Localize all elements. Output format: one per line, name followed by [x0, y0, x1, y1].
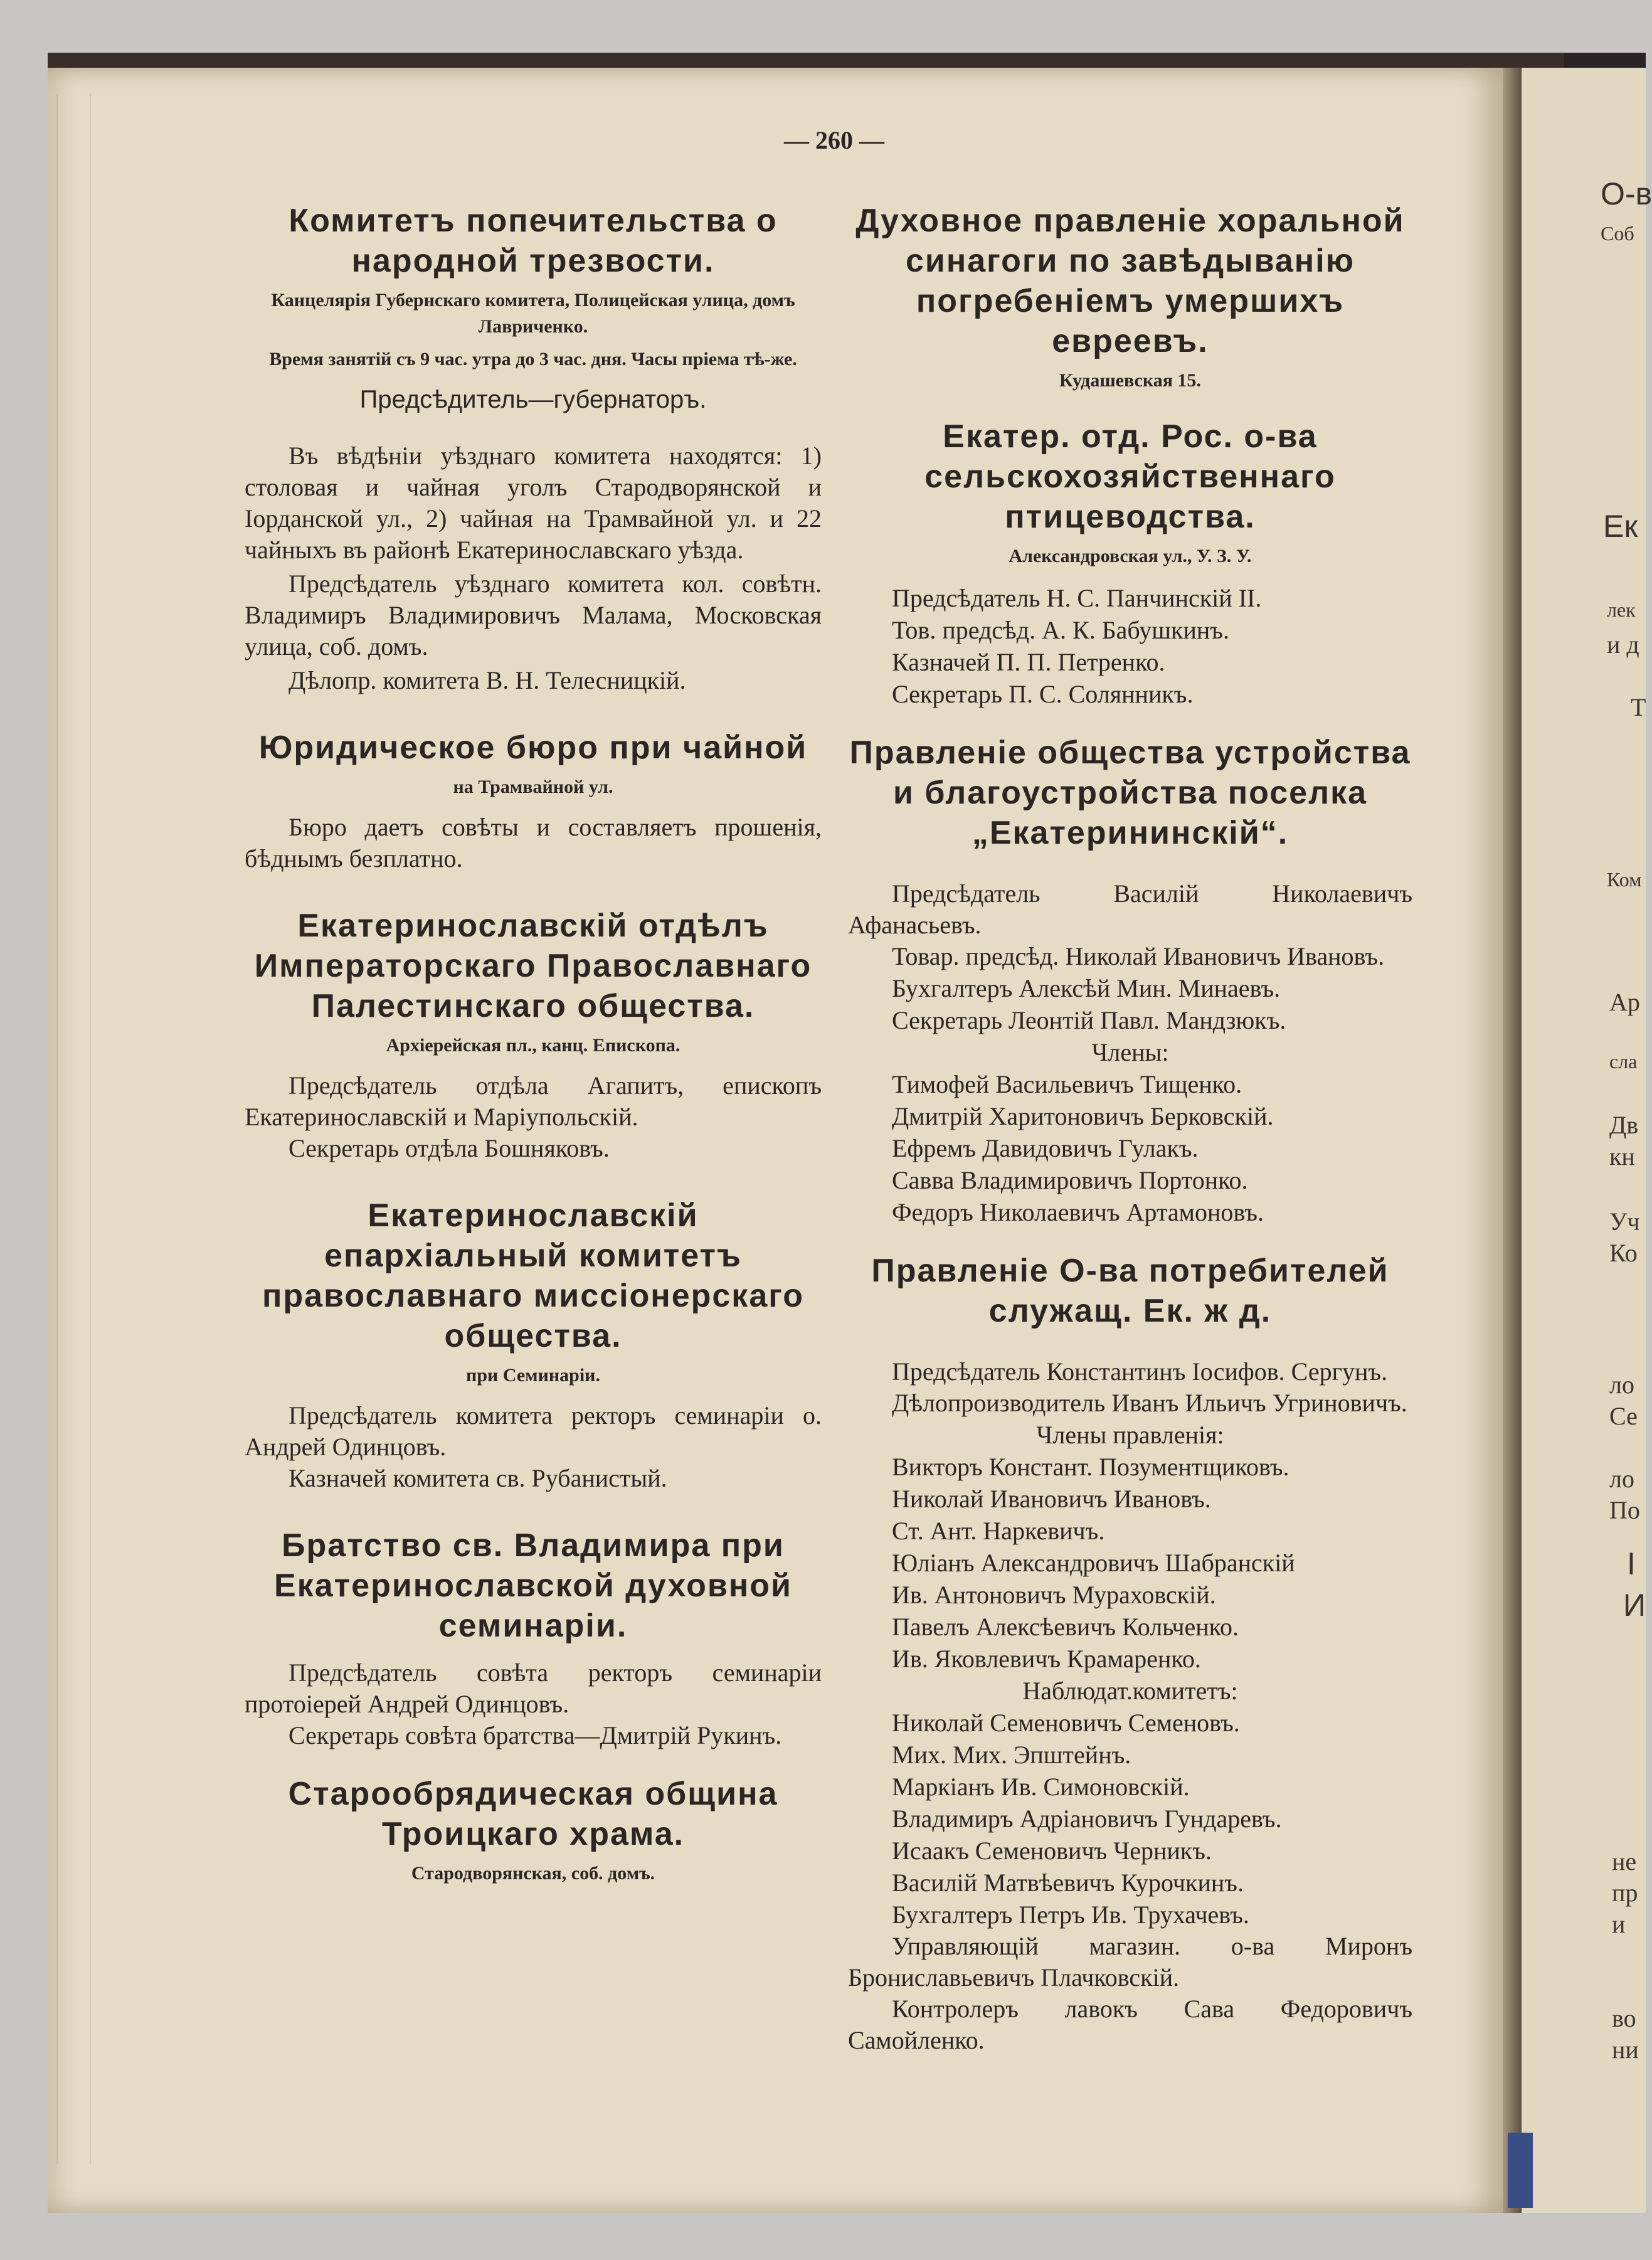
page-inner-margin [56, 94, 91, 2164]
section-text: Предсѣдатель Константинъ Іосифов. Сергунъ. [892, 1357, 1388, 1386]
book-gutter [1503, 68, 1522, 2213]
section-text: Товар. предсѣд. Николай Ивановичъ Ивановъ. [892, 942, 1385, 970]
fragment: Т [1631, 693, 1646, 721]
section-heading: Духовное правленіе хоральной синагоги по завѣдыванію погребеніемъ умершихъ евреевъ. [855, 203, 1405, 359]
chairman-line: Предсѣдитель—губернаторъ. [359, 386, 707, 413]
section-ekaterininsky-settlement [848, 733, 1412, 1228]
fragment: По [1609, 1496, 1640, 1524]
section-text: Предсѣдатель Василій Николаевичъ Афанасьевъ. [848, 879, 1412, 939]
section-text: Дѣлопроизводитель Иванъ Ильичъ Угриновичъ. [892, 1389, 1407, 1417]
section-text: Бюро даетъ совѣты и составляетъ прошенія, бѣднымъ безплатно. [245, 813, 822, 873]
section-temperance-committee [245, 201, 822, 696]
section-heading: Екатеринославскій отдѣлъ Императорскаго Православнаго Палестинскаго общества. [254, 908, 812, 1024]
left-column [245, 201, 822, 1887]
list-item: Ив. Антоновичъ Мураховскій. [892, 1581, 1216, 1609]
fragment: Ком [1607, 868, 1642, 891]
section-address: Александровская ул., У. З. У. [1009, 546, 1252, 566]
section-heading: Правленіе общества устройства и благоустройства поселка „Екатерининскій“. [849, 735, 1411, 851]
list-item: Казначей П. П. Петренко. [892, 648, 1165, 676]
section-text: Управляющій магазин. о-ва Миронъ Брониславьевичъ Плачковскій. [848, 1932, 1412, 1992]
fragment: Уч [1609, 1207, 1640, 1236]
section-text: Предсѣдатель уѣзднаго комитета кол. совѣтн. Владимиръ Владимировичъ Малама, Московская улица, соб. домъ. [245, 570, 822, 660]
section-text: Дѣлопр. комитета В. Н. Телесницкій. [289, 666, 686, 694]
fragment: Дв [1609, 1111, 1639, 1139]
list-item: Маркіанъ Ив. Симоновскій. [892, 1773, 1190, 1801]
section-legal-bureau [245, 728, 822, 874]
list-item: Предсѣдатель Н. С. Панчинскій II. [892, 584, 1262, 612]
list-item: Тов. предсѣд. А. К. Бабушкинъ. [892, 616, 1229, 644]
fragment: и [1612, 1910, 1626, 1938]
members-label: Члены правленія: [1036, 1421, 1224, 1449]
fragment: Се [1609, 1402, 1638, 1430]
section-address: Канцелярія Губернскаго комитета, Полицейская улица, домъ Лавриченко. [271, 290, 795, 337]
list-item: Дмитрій Харитоновичъ Берковскій. [892, 1102, 1274, 1130]
fragment: кн [1609, 1142, 1635, 1170]
list-item: Викторъ Констант. Позументщиковъ. [892, 1453, 1289, 1481]
list-item: Мих. Мих. Эпштейнъ. [892, 1741, 1131, 1769]
list-item: Ив. Яковлевичъ Крамаренко. [892, 1645, 1201, 1673]
list-item: Савва Владимировичъ Портонко. [892, 1166, 1248, 1194]
list-item: Николай Семеновичъ Семеновъ. [892, 1709, 1240, 1737]
fragment: Соб [1601, 222, 1634, 245]
fragment: ло [1609, 1371, 1634, 1399]
section-heading: Екатеринославскій епархіальный комитетъ православнаго миссіонерскаго общества. [262, 1197, 804, 1354]
section-heading: Екатер. отд. Рос. о-ва сельскохозяйственнаго птицеводства. [924, 418, 1336, 535]
fragment: сла [1609, 1050, 1638, 1073]
right-column [848, 201, 1412, 2056]
section-address: при Семинаріи. [466, 1365, 600, 1386]
fragment: ло [1609, 1465, 1634, 1493]
section-address: на Трамвайной ул. [453, 777, 613, 797]
list-item: Николай Ивановичъ Ивановъ. [892, 1485, 1211, 1513]
fragment: О-в [1601, 176, 1652, 211]
section-heading: Старообрядическая община Троицкаго храма. [288, 1776, 778, 1852]
list-item: Владимиръ Адріановичъ Гундаревъ. [892, 1805, 1282, 1833]
list-item: Бухгалтеръ Петръ Ив. Трухачевъ. [892, 1901, 1249, 1929]
page-number: — 260 — [784, 126, 884, 154]
list-item: Ст. Ант. Наркевичъ. [892, 1517, 1105, 1545]
section-consumer-society [848, 1251, 1412, 2056]
members-label: Члены: [1091, 1038, 1169, 1066]
fragment: І [1627, 1546, 1636, 1581]
blue-tab [1508, 2133, 1533, 2208]
section-text: Контролеръ лавокъ Сава Федоровичъ Самойленко. [848, 1995, 1412, 2054]
section-heading: Юридическое бюро при чайной [258, 729, 808, 766]
section-text: Предсѣдатель комитета ректоръ семинаріи о. Андрей Одинцовъ. [245, 1401, 822, 1461]
fragment: не [1612, 1847, 1637, 1875]
section-missionary-committee [245, 1196, 822, 1494]
section-hours: Время занятій съ 9 час. утра до 3 час. дня. Часы пріема тѣ-же. [269, 349, 797, 369]
committee-label: Наблюдат.комитетъ: [1022, 1677, 1238, 1705]
list-item: Бухгалтеръ Алексѣй Мин. Минаевъ. [892, 974, 1281, 1002]
fragment: Ко [1609, 1239, 1638, 1267]
section-address: Архіерейская пл., канц. Епископа. [386, 1035, 680, 1056]
fragment: И [1623, 1588, 1646, 1623]
section-heading: Правленіе О-ва потребителей служащ. Ек. ж д. [871, 1253, 1389, 1329]
fragment: во [1612, 2004, 1636, 2032]
section-text: Секретарь совѣта братства—Дмитрій Рукинъ. [289, 1721, 782, 1749]
fragment: лек [1607, 598, 1636, 621]
list-item: Исаакъ Семеновичъ Черникъ. [892, 1837, 1212, 1865]
section-text: Предсѣдатель совѣта ректоръ семинаріи протоіерей Андрей Одинцовъ. [245, 1658, 822, 1718]
section-heading: Комитетъ попечительства о народной трезвости. [289, 203, 778, 279]
section-text: Казначей комитета св. Рубанистый. [289, 1464, 667, 1492]
section-text: Предсѣдатель отдѣла Агапитъ, епископъ Екатеринославскій и Маріупольскій. [245, 1071, 822, 1131]
section-text: Въ вѣдѣніи уѣзднаго комитета находятся: 1) столовая и чайная уголъ Стародворянской и Іорданской ул., 2) чайная на Трамвайной ул. и 22 чайныхъ въ районѣ Екатеринославскаго уѣзда. [245, 442, 822, 564]
list-item: Секретарь Леонтій Павл. Мандзюкъ. [892, 1006, 1286, 1034]
section-poultry-society [848, 416, 1412, 710]
list-item: Секретарь П. С. Солянникъ. [892, 680, 1194, 708]
section-address: Кудашевская 15. [1059, 370, 1201, 391]
section-synagogue-board [848, 201, 1412, 394]
section-palestine-society [245, 906, 822, 1164]
list-item: Юліанъ Александровичъ Шабранскій [892, 1549, 1295, 1577]
list-item: Тимофей Васильевичъ Тищенко. [892, 1070, 1242, 1098]
section-old-believers [245, 1774, 822, 1887]
section-address: Стародворянская, соб. домъ. [411, 1863, 655, 1884]
section-vladimir-brotherhood [245, 1525, 822, 1751]
fragment: Ар [1609, 988, 1640, 1016]
fragment: Ек [1603, 509, 1638, 544]
fragment: ни [1612, 2035, 1639, 2064]
list-item: Федоръ Николаевичъ Артамоновъ. [892, 1198, 1264, 1226]
list-item: Павелъ Алексѣевичъ Кольченко. [892, 1613, 1239, 1641]
section-heading: Братство св. Владимира при Екатеринославской духовной семинаріи. [274, 1527, 792, 1644]
list-item: Василій Матвѣевичъ Курочкинъ. [892, 1869, 1244, 1897]
fragment: пр [1612, 1879, 1638, 1907]
section-text: Секретарь отдѣла Бошняковъ. [289, 1134, 610, 1162]
fragment: и д [1607, 630, 1639, 659]
list-item: Ефремъ Давидовичъ Гулакъ. [892, 1134, 1199, 1162]
